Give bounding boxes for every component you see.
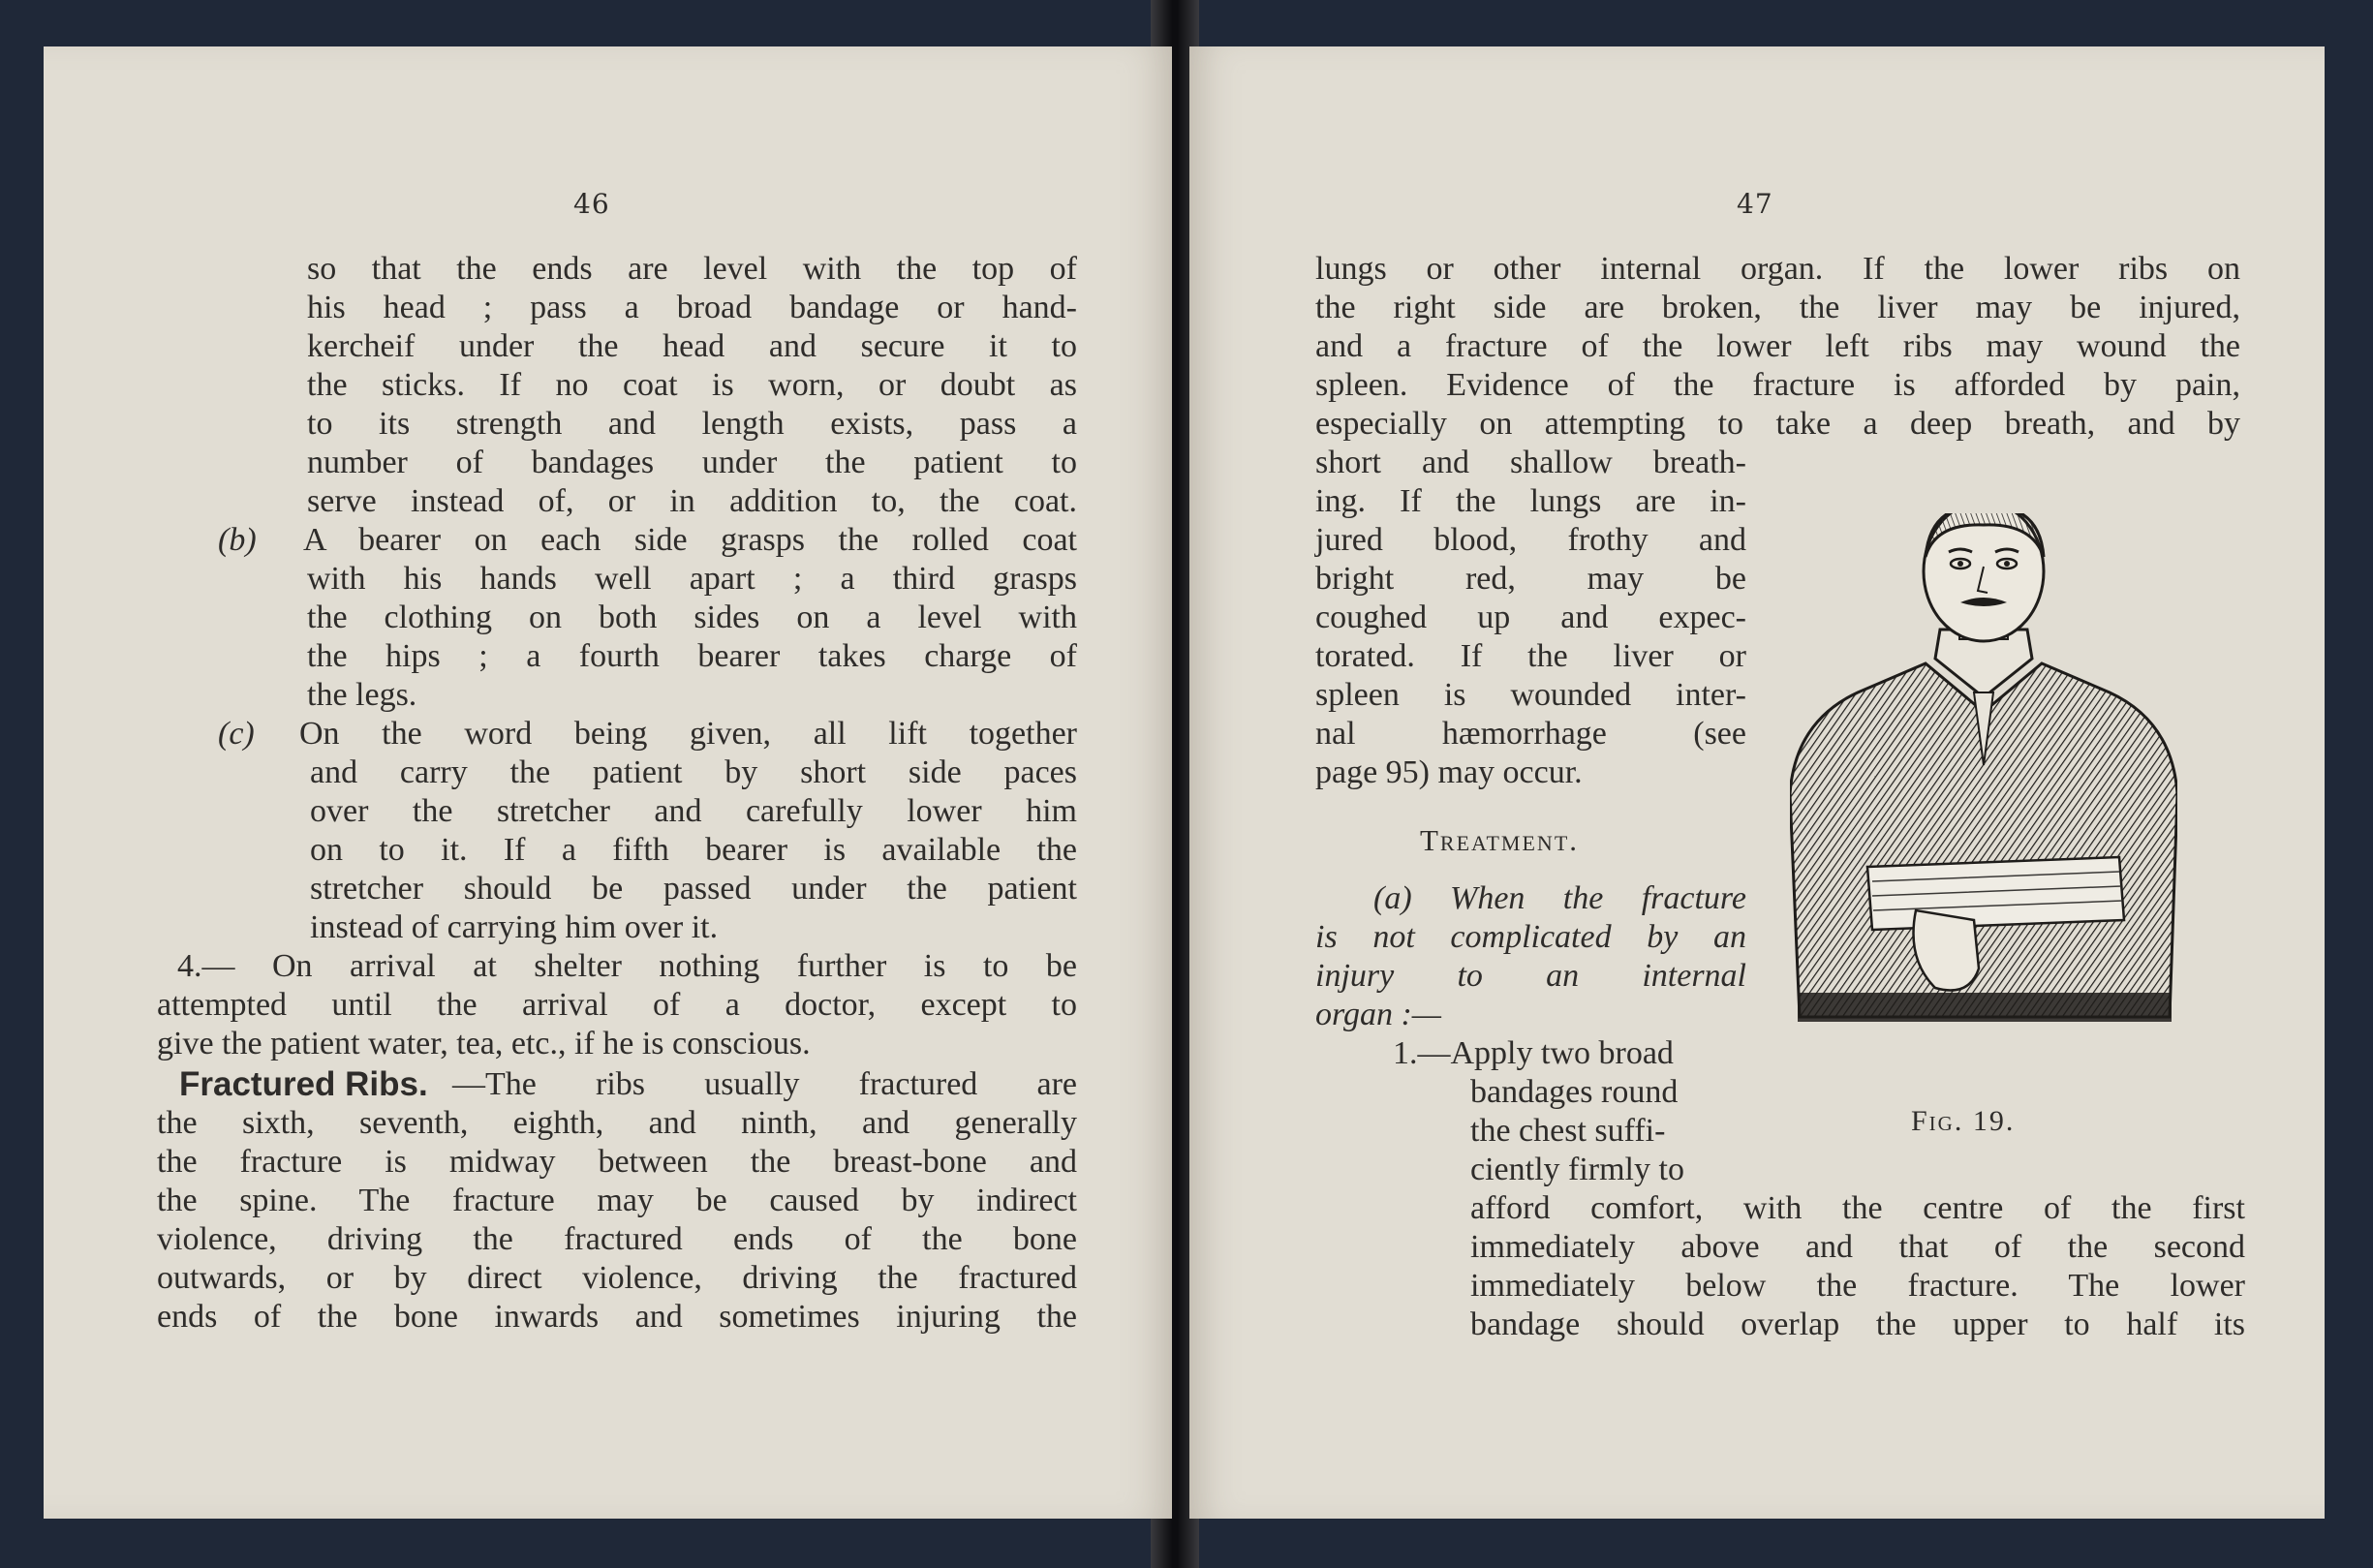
text-line: the legs. <box>307 677 417 713</box>
text-line: the hips ; a fourth bearer takes charge of <box>307 638 1077 674</box>
text-line: his head ; pass a broad bandage or hand- <box>307 290 1077 325</box>
text-line: bandages round <box>1470 1074 1679 1110</box>
text-line: the right side are broken, the liver may be injured, <box>1315 290 2240 325</box>
text-line: the fracture is midway between the breast-bone and <box>157 1144 1077 1180</box>
text-line: and carry the patient by short side paces <box>310 754 1077 790</box>
text-line: short and shallow breath- <box>1315 445 1746 480</box>
text-line: coughed up and expec- <box>1315 600 1746 635</box>
treatment-heading: Treatment. <box>1420 823 1580 857</box>
text-line: organ :— <box>1315 997 1442 1032</box>
text-line: bandage should overlap the upper to half its <box>1470 1307 2245 1342</box>
text-line: lungs or other internal organ. If the lower ribs on <box>1315 251 2240 287</box>
text-line: On the word being given, all lift together <box>299 716 1077 752</box>
list-marker-b: (b) <box>218 522 257 558</box>
text-line: over the stretcher and carefully lower him <box>310 793 1077 829</box>
text-line: stretcher should be passed under the patient <box>310 871 1077 907</box>
text-line: immediately below the fracture. The lower <box>1470 1268 2245 1304</box>
text-line: attempted until the arrival of a doctor, except to <box>157 987 1077 1023</box>
text-line: page 95) may occur. <box>1315 754 1583 790</box>
figure-caption: Fig. 19. <box>1911 1105 2016 1137</box>
text-line: on to it. If a fifth bearer is available the <box>310 832 1077 868</box>
text-line: A bearer on each side grasps the rolled coat <box>303 522 1077 558</box>
text-line: to its strength and length exists, pass a <box>307 406 1077 442</box>
right-page <box>1189 46 2325 1519</box>
text-line: violence, driving the fractured ends of the bone <box>157 1221 1077 1257</box>
text-line: so that the ends are level with the top of <box>307 251 1077 287</box>
text-line: kercheif under the head and secure it to <box>307 328 1077 364</box>
text-line: ends of the bone inwards and sometimes injuring the <box>157 1299 1077 1335</box>
man-bandaged-chest-illustration <box>1790 513 2177 1075</box>
section-heading: Fractured Ribs. <box>179 1065 428 1103</box>
text-line: ciently firmly to <box>1470 1152 1684 1187</box>
text-line: give the patient water, tea, etc., if he is conscious. <box>157 1026 811 1061</box>
page-number: 46 <box>573 188 610 220</box>
text-line: immediately above and that of the second <box>1470 1229 2245 1265</box>
text-line: the chest suffi- <box>1470 1113 1666 1149</box>
text-line: injury to an internal <box>1315 958 1746 994</box>
text-line: outwards, or by direct violence, driving the fractured <box>157 1260 1077 1296</box>
text-line: the sixth, seventh, eighth, and ninth, and generally <box>157 1105 1077 1141</box>
text-line: spleen is wounded inter- <box>1315 677 1746 713</box>
text-line: jured blood, frothy and <box>1315 522 1746 558</box>
text-line: spleen. Evidence of the fracture is afforded by pain, <box>1315 367 2240 403</box>
text-line: serve instead of, or in addition to, the coat. <box>307 483 1077 519</box>
text-line: 1.—Apply two broad <box>1393 1035 1674 1071</box>
text-line: afford comfort, with the centre of the first <box>1470 1190 2245 1226</box>
text-line: the clothing on both sides on a level with <box>307 600 1077 635</box>
text-line: and a fracture of the lower left ribs may wound the <box>1315 328 2240 364</box>
text-line: 4.— On arrival at shelter nothing further is to be <box>177 948 1077 984</box>
text-line: especially on attempting to take a deep breath, and by <box>1315 406 2240 442</box>
text-line: with his hands well apart ; a third grasps <box>307 561 1077 597</box>
page-number: 47 <box>1737 188 1773 220</box>
list-marker-c: (c) <box>218 716 255 752</box>
text-line: instead of carrying him over it. <box>310 909 719 945</box>
text-line: bright red, may be <box>1315 561 1746 597</box>
text-line: torated. If the liver or <box>1315 638 1746 674</box>
text-line: —The ribs usually fractured are <box>452 1066 1077 1102</box>
text-line: is not complicated by an <box>1315 919 1746 955</box>
text-line: number of bandages under the patient to <box>307 445 1077 480</box>
text-line: the spine. The fracture may be caused by indirect <box>157 1183 1077 1218</box>
text-line: the sticks. If no coat is worn, or doubt as <box>307 367 1077 403</box>
left-page <box>44 46 1172 1519</box>
text-line: ing. If the lungs are in- <box>1315 483 1746 519</box>
text-line: (a) When the fracture <box>1373 880 1746 916</box>
text-line: nal hæmorrhage (see <box>1315 716 1746 752</box>
